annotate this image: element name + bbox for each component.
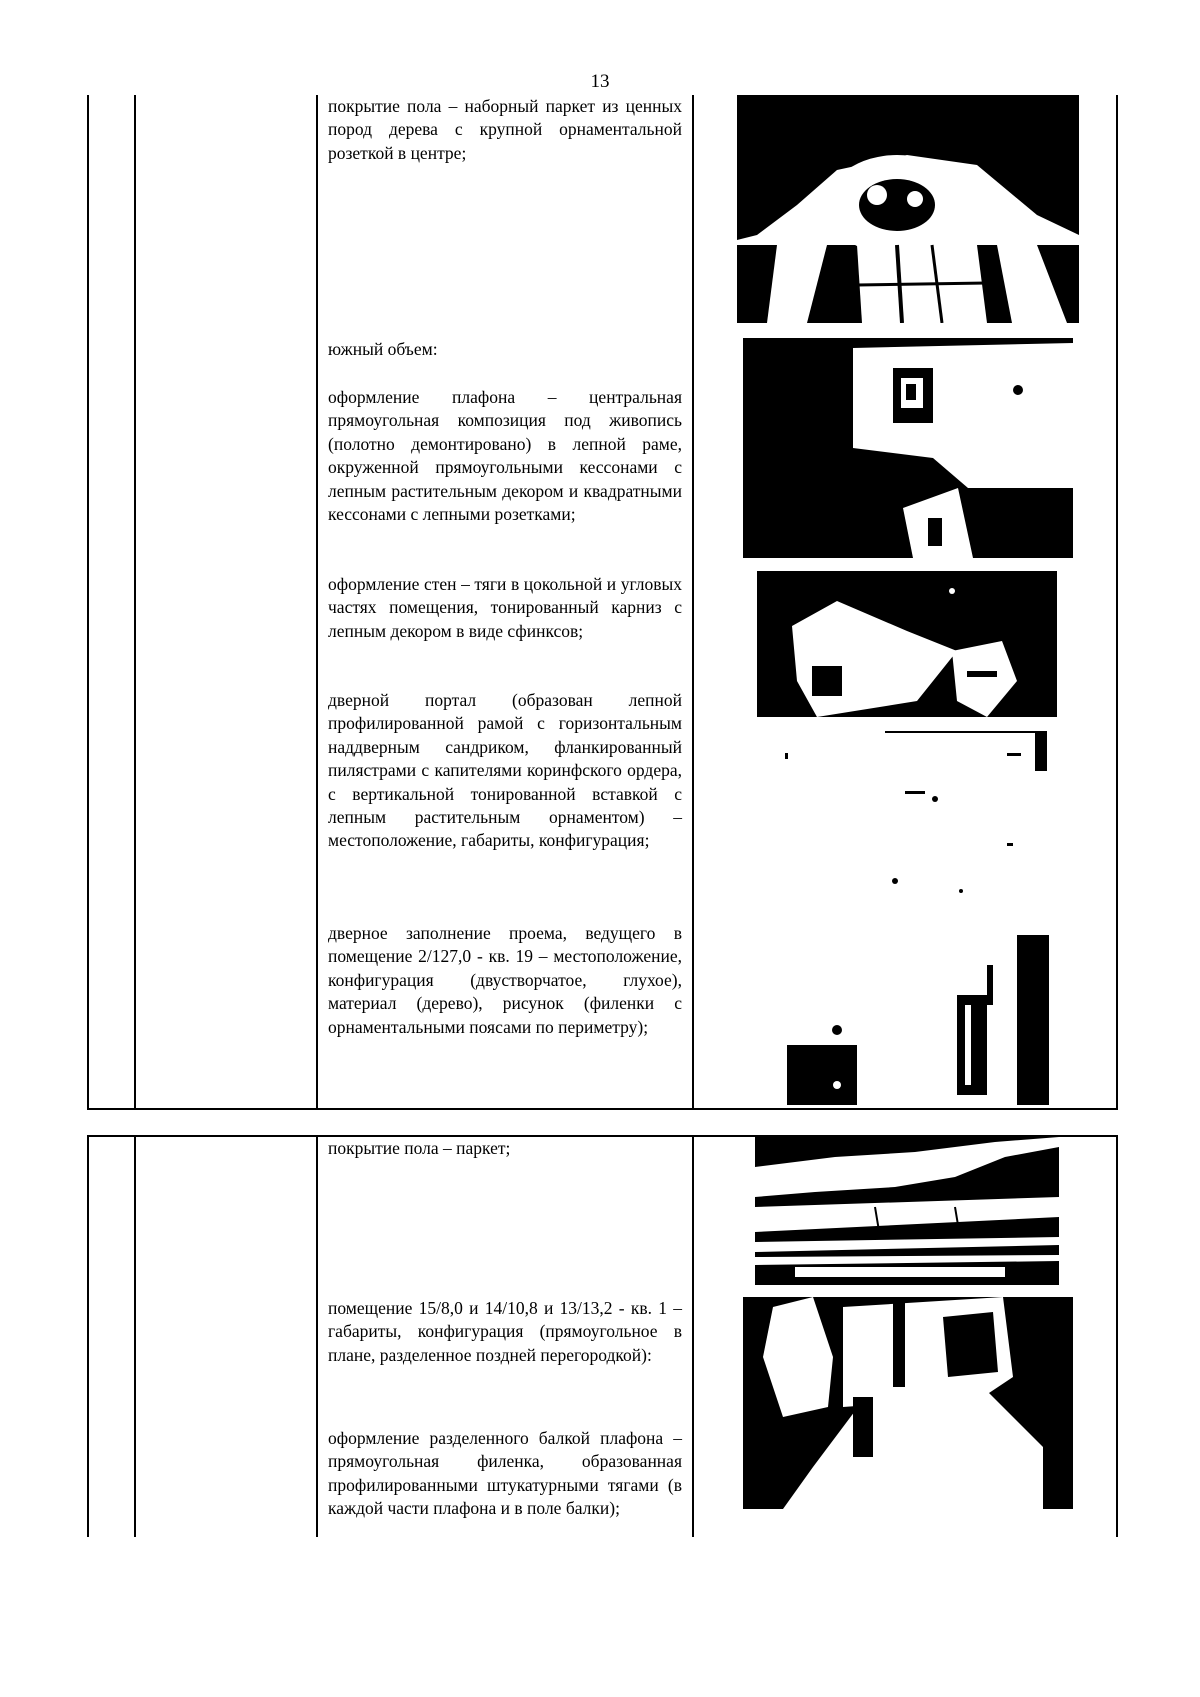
description-paragraph: покрытие пола – наборный паркет из ценных пород дерева с крупной орнаментальной розеткой в центре; [328,96,682,163]
description-paragraph: дверной портал (образован лепной профилированной рамой с горизонтальным наддверным сандриком, фланкированный пилястрами с капителями коринфского ордера, с вертикальной тонированной вставкой с лепным растительным орнаментом) – местоположение, габариты, конфигурация; [328,690,682,851]
description-paragraph: дверное заполнение проема, ведущего в помещение 2/127,0 - кв. 19 – местоположение, конфигурация (двустворчатое, глухое), материал (дерево), рисунок (филенки с орнаментальными поясами по периметру); [328,923,682,1037]
description-paragraph: оформление стен – тяги в цокольной и угловых частях помещения, тонированный карниз с лепным декором в виде сфинксов; [328,574,682,641]
description-paragraph: покрытие пола – паркет; [328,1138,511,1158]
room-photo [743,1297,1073,1509]
column-divider [316,95,318,1108]
cornice-photo [757,571,1057,717]
description-paragraph: оформление разделенного балкой плафона – прямоугольная филенка, образованная профилированными штукатурными тягами (в каждой части плафона и в поле балки); [328,1428,682,1519]
table-fragment-1 [87,95,1118,1110]
description-paragraph: оформление плафона – центральная прямоугольная композиция под живопись (полотно демонтировано) в лепной раме, окруженной прямоугольными кессонами с лепным растительным декором и квадратными кессонами с лепными розетками; [328,387,682,525]
column-divider [692,95,694,1108]
parquet-floor-photo [755,1137,1059,1285]
door-photo [787,935,1049,1105]
description-paragraph: помещение 15/8,0 и 14/10,8 и 13/13,2 - кв. 1 – габариты, конфигурация (прямоугольное в плане, разделенное поздней перегородкой): [328,1298,682,1365]
column-divider [692,1137,694,1537]
description-paragraph: южный объем: [328,339,438,359]
column-divider [134,95,136,1108]
table-fragment-2 [87,1135,1118,1537]
column-divider [134,1137,136,1537]
ceiling-photo [743,338,1073,558]
parquet-rosette-photo [737,95,1079,323]
page-number: 13 [590,71,610,92]
column-divider [316,1137,318,1537]
door-portal-photo [785,731,1047,901]
